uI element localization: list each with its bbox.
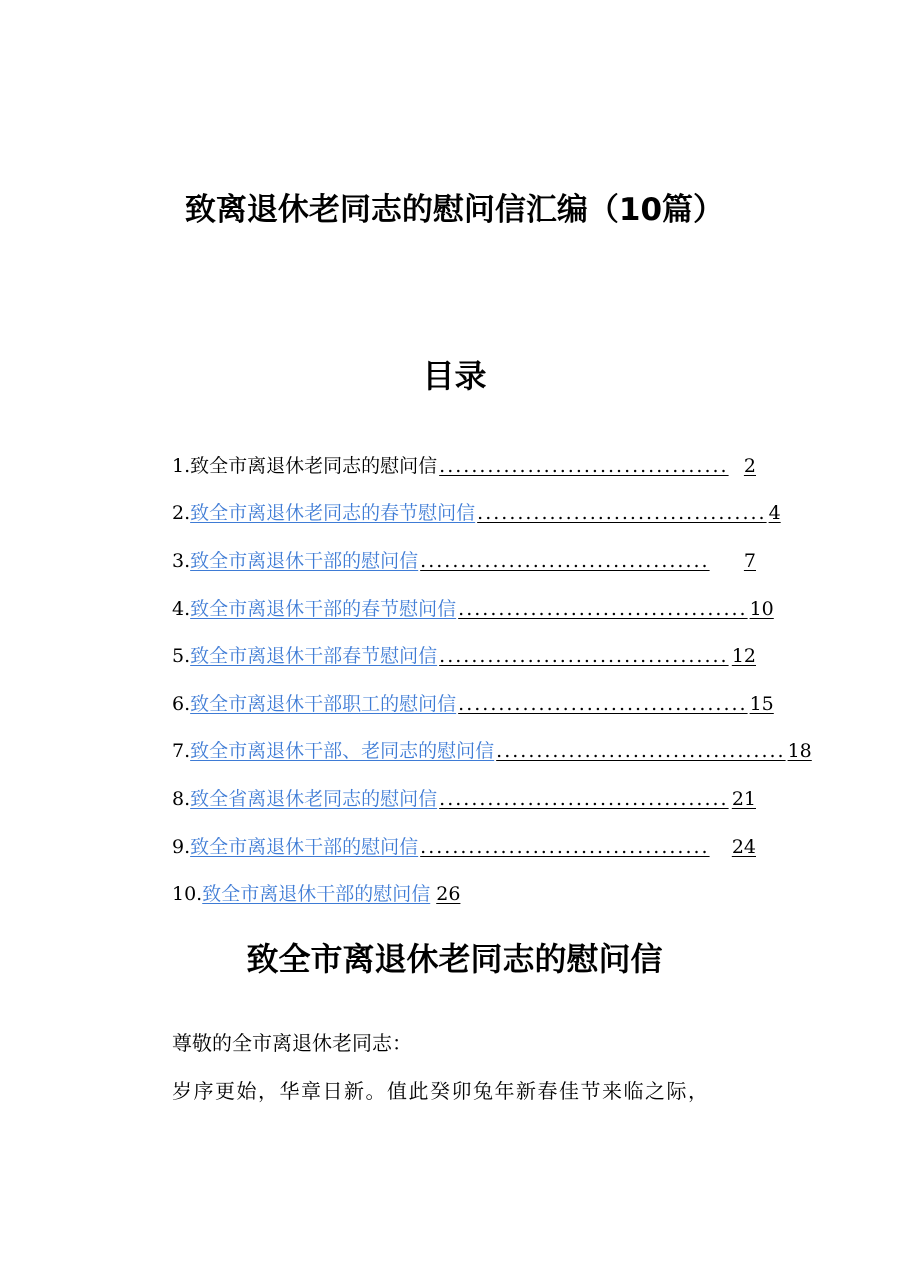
toc-entry[interactable]: [172, 823, 756, 871]
toc-entry-number: 8.: [172, 787, 191, 810]
toc-entry-page: 10: [749, 597, 774, 620]
toc-entry-page: 21: [731, 787, 756, 810]
toc-entry-link[interactable]: 致全市离退休干部春节慰问信: [190, 645, 438, 668]
toc-entry-link[interactable]: 致全市离退休干部职工的慰问信: [190, 692, 457, 715]
letter-salutation: 尊敬的全市离退休老同志：: [172, 1031, 412, 1055]
toc-entry-link[interactable]: 致全市离退休干部的慰问信: [202, 883, 431, 906]
toc-entry[interactable]: [172, 632, 756, 680]
toc-entry[interactable]: [172, 442, 756, 490]
toc-entry-number: 5.: [172, 645, 191, 668]
toc-entry[interactable]: [172, 490, 781, 538]
toc-entry[interactable]: [172, 680, 774, 728]
toc-entry-page: 15: [749, 692, 774, 715]
toc-entry-number: 2.: [172, 502, 191, 525]
toc-dot-leader: ....................................: [496, 740, 786, 763]
toc-entry-page: 18: [787, 740, 812, 763]
toc-entry[interactable]: [172, 775, 756, 823]
toc-entry-page: 7: [743, 549, 756, 572]
toc-dot-leader: ....................................: [439, 787, 729, 810]
toc-entry-link[interactable]: 致全市离退休干部、老同志的慰问信: [190, 740, 495, 763]
section-title: 致全市离退休老同志的慰问信: [246, 940, 663, 978]
toc-dot-leader: ....................................: [420, 549, 710, 572]
toc-heading: 目录: [422, 357, 487, 395]
toc-entry-number: 3.: [172, 549, 191, 572]
toc-entry[interactable]: [172, 870, 756, 918]
letter-paragraph: 岁序更始，华章日新。值此癸卯兔年新春佳节来临之际，: [172, 1079, 710, 1103]
toc-dot-leader: ....................................: [439, 454, 729, 477]
toc-entry-number: 4.: [172, 597, 191, 620]
toc-entry[interactable]: [172, 537, 756, 585]
toc-entry-number: 10.: [172, 883, 203, 906]
toc-entry-link[interactable]: 致全市离退休干部的春节慰问信: [190, 597, 457, 620]
toc-entry-page: 2: [743, 454, 756, 477]
toc-entry-link[interactable]: 致全市离退休老同志的春节慰问信: [190, 502, 476, 525]
toc-entry-page: 26: [436, 883, 461, 906]
toc-entry-link[interactable]: 致全省离退休老同志的慰问信: [190, 787, 438, 810]
toc-entry-page: 24: [731, 835, 756, 858]
toc-entry-page: 4: [768, 502, 781, 525]
toc-entry-link[interactable]: 致全市离退休干部的慰问信: [190, 835, 419, 858]
toc-entry-title[interactable]: 致全市离退休老同志的慰问信: [190, 454, 438, 477]
toc-dot-leader: ....................................: [420, 835, 710, 858]
toc-entry-number: 1.: [172, 454, 191, 477]
toc-dot-leader: ....................................: [458, 692, 748, 715]
toc-dot-leader: ....................................: [439, 645, 729, 668]
toc-entry-number: 9.: [172, 835, 191, 858]
toc-dot-leader: ....................................: [477, 502, 767, 525]
toc-entry-number: 6.: [172, 692, 191, 715]
table-of-contents: [172, 442, 812, 918]
document-title: 致离退休老同志的慰问信汇编（10篇）: [184, 192, 725, 228]
toc-entry-page: 12: [731, 645, 756, 668]
toc-entry-number: 7.: [172, 740, 191, 763]
toc-entry[interactable]: [172, 585, 774, 633]
toc-dot-leader: ....................................: [458, 597, 748, 620]
toc-entry[interactable]: [172, 728, 812, 776]
toc-entry-link[interactable]: 致全市离退休干部的慰问信: [190, 549, 419, 572]
